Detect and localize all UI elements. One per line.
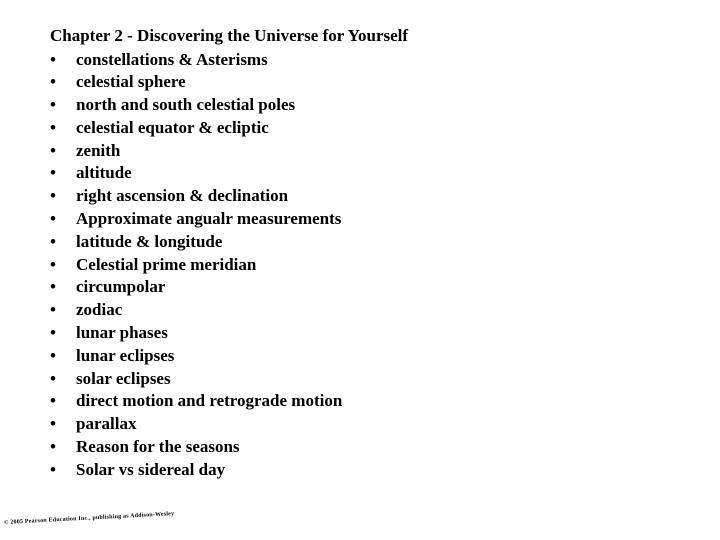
topic-text: direct motion and retrograde motion bbox=[76, 391, 343, 411]
slide-title: Chapter 2 - Discovering the Universe for Yourself bbox=[50, 26, 409, 45]
topic-text: parallax bbox=[76, 414, 137, 434]
bullet-icon: • bbox=[50, 391, 56, 411]
topic-text: Reason for the seasons bbox=[76, 437, 240, 457]
topic-text: lunar phases bbox=[76, 323, 168, 343]
bullet-icon: • bbox=[50, 345, 56, 365]
bullet-icon: • bbox=[50, 163, 56, 183]
topic-text: north and south celestial poles bbox=[76, 95, 296, 115]
topic-text: celestial equator & ecliptic bbox=[76, 117, 269, 137]
topic-text: right ascension & declination bbox=[76, 186, 289, 206]
topic-text: Solar vs sidereal day bbox=[76, 459, 226, 479]
bullet-icon: • bbox=[50, 254, 56, 274]
bullet-icon: • bbox=[50, 49, 56, 69]
bullet-icon: • bbox=[50, 368, 56, 388]
bullet-icon: • bbox=[50, 140, 56, 160]
topic-text: altitude bbox=[76, 163, 132, 183]
bullet-icon: • bbox=[50, 459, 56, 479]
topic-text: celestial sphere bbox=[76, 72, 186, 92]
bullet-icon: • bbox=[50, 231, 56, 251]
topic-text: constellations & Asterisms bbox=[76, 49, 268, 69]
bullet-icon: • bbox=[50, 414, 56, 434]
bullet-icon: • bbox=[50, 95, 56, 115]
bullet-icon: • bbox=[50, 300, 56, 320]
bullet-icon: • bbox=[50, 323, 56, 343]
bullet-icon: • bbox=[50, 186, 56, 206]
topic-text: lunar eclipses bbox=[76, 345, 175, 365]
topic-text: Celestial prime meridian bbox=[76, 254, 257, 274]
topic-text: zenith bbox=[76, 140, 121, 160]
bullet-icon: • bbox=[50, 277, 56, 297]
topic-text: latitude & longitude bbox=[76, 231, 223, 251]
topic-text: circumpolar bbox=[76, 277, 166, 297]
topic-text: zodiac bbox=[76, 300, 123, 320]
topic-text: Approximate angualr measurements bbox=[76, 209, 342, 229]
copyright-notice: © 2005 Pearson Education Inc., publishing as Addison-Wesley bbox=[3, 511, 175, 526]
bullet-icon: • bbox=[50, 72, 56, 92]
bullet-icon: • bbox=[50, 437, 56, 457]
bullet-icon: • bbox=[50, 209, 56, 229]
topic-text: solar eclipses bbox=[76, 368, 171, 388]
bullet-icon: • bbox=[50, 117, 56, 137]
